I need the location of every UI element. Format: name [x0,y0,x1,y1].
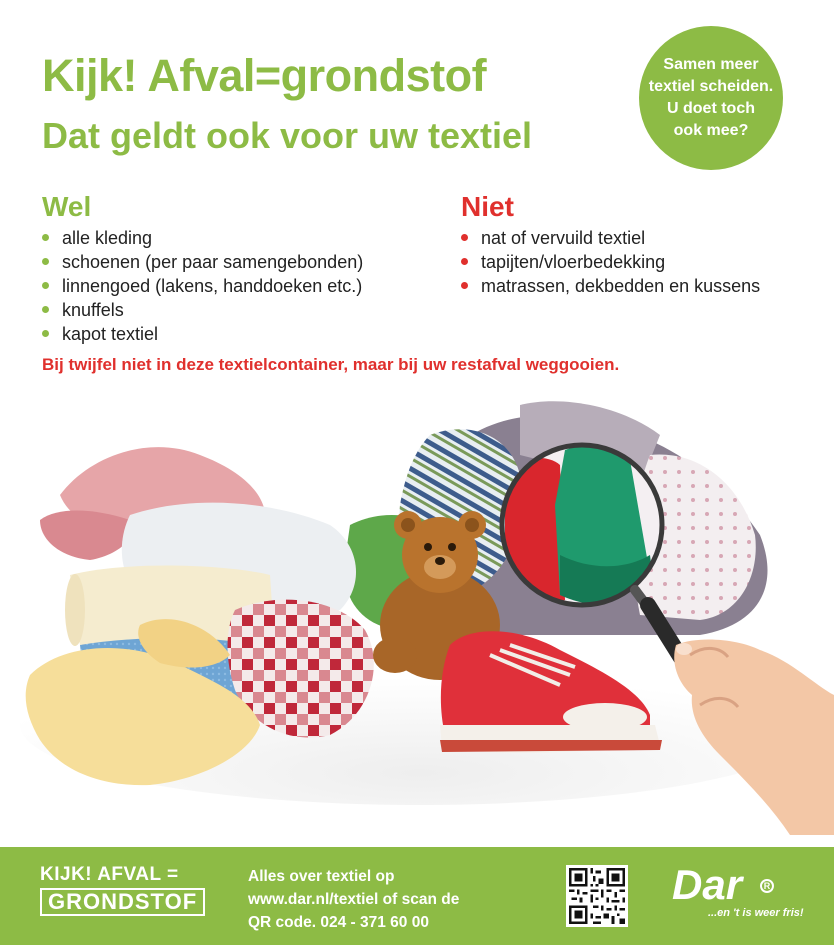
registered-icon: R [760,879,774,893]
footer [0,847,834,945]
textile-pile-photo [0,395,834,835]
allowed-item: linnengoed (lakens, handdoeken etc.) [42,274,442,298]
allowed-item: knuffels [42,298,442,322]
not-allowed-heading: Niet [461,191,514,222]
contact-info [248,865,459,934]
campaign-badge-text: Samen meer textiel scheiden. U doet toch ook mee? [648,56,774,139]
bullet-icon [461,282,468,289]
qr-code-icon[interactable] [566,865,628,927]
bullet-icon [42,258,49,265]
bullet-icon [42,234,49,241]
allowed-item: alle kleding [42,226,442,250]
contact-info-line: QR code. 024 - 371 60 00 [248,914,429,931]
allowed-item: schoenen (per paar samengebonden) [42,250,442,274]
contact-info-line[interactable]: www.dar.nl/textiel of scan de [248,891,460,908]
allowed-heading: Wel [42,191,92,222]
subtitle: Dat geldt ook voor uw textiel [42,115,533,156]
not-allowed-item: nat of vervuild textiel [461,226,761,250]
contact-info-line: Alles over textiel op [248,868,395,885]
dar-logo [672,861,804,919]
bullet-icon [42,330,49,337]
bullet-icon [42,282,49,289]
bullet-icon [461,234,468,241]
not-allowed-item: matrassen, dekbedden en kussens [461,274,761,298]
dar-tagline: ...en 't is weer fris! [708,907,804,919]
warning-text: Bij twijfel niet in deze textielcontainer, maar bij uw restafval weggooien. [42,355,620,374]
dar-name: Dar [672,861,743,908]
campaign-logo-line2: GRONDSTOF [40,888,205,916]
allowed-list [42,190,442,346]
bullet-icon [42,306,49,313]
campaign-logo [40,864,210,916]
not-allowed-item: tapijten/vloerbedekking [461,250,761,274]
main-title: Kijk! Afval=grondstof [42,50,487,101]
campaign-badge [639,26,783,170]
allowed-item: kapot textiel [42,322,442,346]
bullet-icon [461,258,468,265]
campaign-logo-line1: KIJK! AFVAL = [40,864,179,885]
not-allowed-list [461,190,761,298]
